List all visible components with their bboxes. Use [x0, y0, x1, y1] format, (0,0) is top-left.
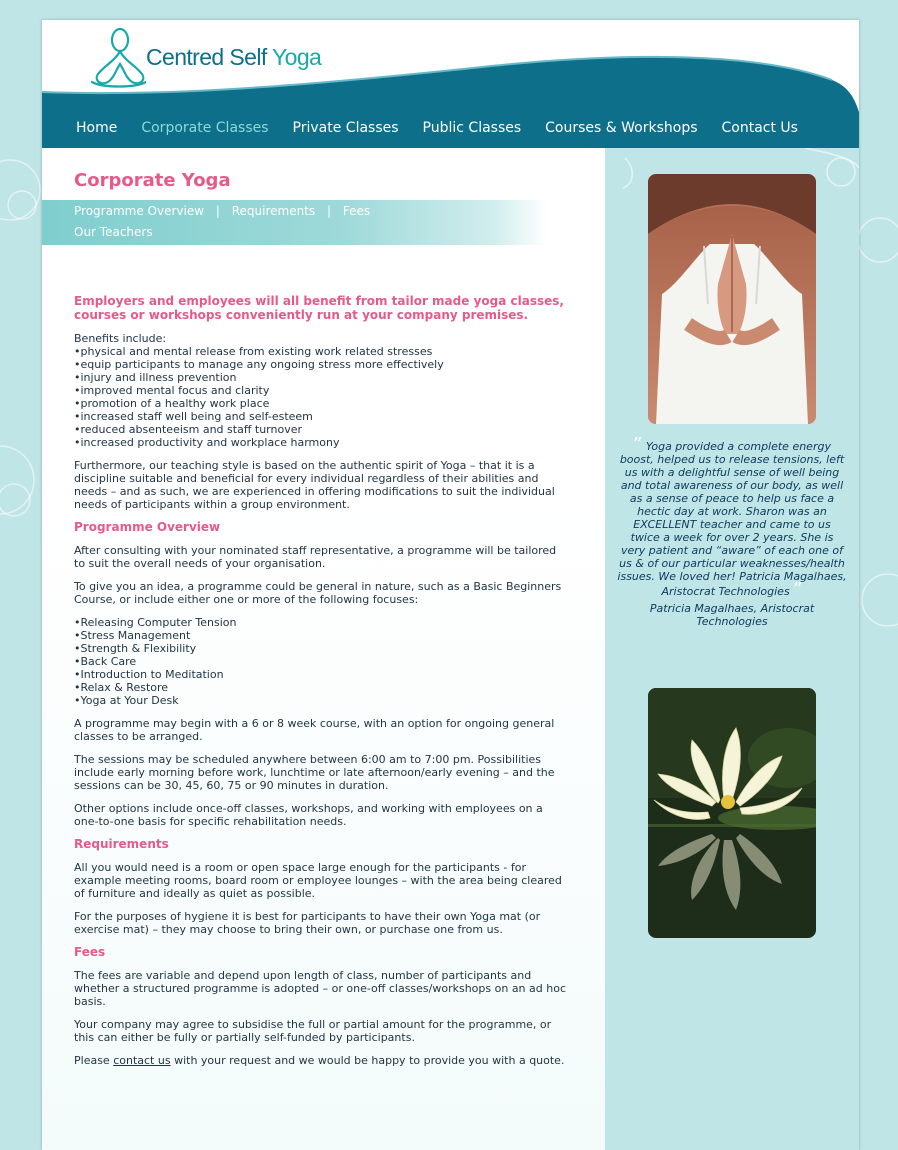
- sidebar: [605, 148, 859, 1150]
- list-item: • Yoga at Your Desk: [74, 694, 566, 707]
- fees-paragraph: The fees are variable and depend upon length of class, number of participants and whether a structured programme is adopted – or one-off classes/workshops on an ad hoc basis.: [74, 969, 566, 1008]
- list-item: • increased staff well being and self-esteem: [74, 410, 566, 423]
- overview-paragraph: A programme may begin with a 6 or 8 week course, with an option for ongoing general classes to be arranged.: [74, 717, 555, 743]
- list-item: • reduced absenteeism and staff turnover: [74, 423, 566, 436]
- list-item: • improved mental focus and clarity: [74, 384, 566, 397]
- quote-open-mark: ”: [633, 434, 643, 455]
- nav-item-contact-us[interactable]: Contact Us: [721, 120, 798, 136]
- requirements-heading: Requirements: [74, 837, 169, 851]
- list-item: • equip participants to manage any ongoing stress more effectively: [74, 358, 566, 371]
- list-item: • Stress Management: [74, 629, 566, 642]
- benefits-list: [74, 345, 566, 449]
- logo-wordmark[interactable]: [146, 44, 321, 71]
- subnav-item-fees[interactable]: Fees: [342, 204, 371, 218]
- water-lily-image: [648, 688, 816, 938]
- lead-paragraph: Employers and employees will all benefit from tailor made yoga classes, courses or workshops conveniently run at your company premises.: [74, 294, 564, 322]
- benefits-intro: Benefits include:: [74, 332, 167, 345]
- list-item: • injury and illness prevention: [74, 371, 566, 384]
- list-item: • Back Care: [74, 655, 566, 668]
- main-content-column: [42, 148, 605, 1150]
- subnav-item-programme-overview[interactable]: Programme Overview: [74, 204, 205, 218]
- subnav-item-our-teachers[interactable]: Our Teachers: [74, 225, 153, 239]
- testimonial: [617, 434, 847, 628]
- list-item: • Relax & Restore: [74, 681, 566, 694]
- contact-us-link[interactable]: contact us: [113, 1054, 171, 1067]
- logo-icon: [86, 26, 146, 88]
- programme-overview-heading: Programme Overview: [74, 520, 221, 534]
- list-item: • Releasing Computer Tension: [74, 616, 566, 629]
- testimonial-author: Patricia Magalhaes, Aristocrat Technologies: [649, 602, 815, 628]
- list-item: • increased productivity and workplace harmony: [74, 436, 566, 449]
- page-container: [42, 20, 859, 1150]
- list-item: • Introduction to Meditation: [74, 668, 566, 681]
- nav-item-public-classes[interactable]: Public Classes: [422, 120, 522, 136]
- list-item: • Strength & Flexibility: [74, 642, 566, 655]
- fees-contact-paragraph: Please contact us with your request and we would be happy to provide you with a quote.: [74, 1054, 565, 1067]
- main-nav: [64, 120, 810, 136]
- yoga-prayer-pose-image: [648, 174, 816, 424]
- subnav-separator: |: [215, 204, 220, 218]
- teaching-style-paragraph: Furthermore, our teaching style is based on the authentic spirit of Yoga – that it is a discipline suitable and beneficial for every individual regardless of their abilities and needs – and as such, we are experienced in offering modifications to suit the individual needs of participants within a group environment.: [74, 459, 555, 511]
- testimonial-text: Yoga provided a complete energy boost, helped us to release tensions, left us with a delightful sense of well being and total awareness of our body, as well as a sense of peace to help us face a hectic day at work. Sharon was an EXCELLENT teacher and came to us twice a week for over 2 years. She is very patient and “aware” of each one of us & of our particular weaknesses/health issues. We loved her! Patricia Magalhaes, Aristocrat Technologies: [617, 440, 847, 598]
- quote-close-mark: ”: [793, 579, 803, 600]
- requirements-paragraph: All you would need is a room or open space large enough for the participants - for example meeting rooms, board room or employee lounges – with the area being cleared of furniture and ideally as quiet as possible.: [74, 861, 562, 900]
- subnav-item-requirements[interactable]: Requirements: [231, 204, 316, 218]
- logo-name-part2: Yoga: [272, 44, 322, 70]
- overview-paragraph: Other options include once-off classes, workshops, and working with employees on a one-to-one basis for specific rehabilitation needs.: [74, 802, 543, 828]
- logo-name-part1: Centred Self: [146, 44, 267, 70]
- overview-paragraph: The sessions may be scheduled anywhere between 6:00 am to 7:00 pm. Possibilities include early morning before work, lunchtime or late afternoon/early evening – and the sessions can be 30, 45, 60, 75 or 90 minutes in duration.: [74, 753, 555, 792]
- list-item: • physical and mental release from existing work related stresses: [74, 345, 566, 358]
- overview-paragraph: To give you an idea, a programme could be general in nature, such as a Basic Beginners Course, or include either one or more of the following focuses:: [74, 580, 562, 606]
- nav-item-home[interactable]: Home: [76, 120, 118, 136]
- nav-item-courses-workshops[interactable]: Courses & Workshops: [545, 120, 698, 136]
- page-title: Corporate Yoga: [74, 170, 231, 191]
- nav-item-corporate-classes[interactable]: Corporate Classes: [141, 120, 269, 136]
- fees-paragraph: Your company may agree to subsidise the full or partial amount for the programme, or this can either be fully or partially self-funded by participants.: [74, 1018, 552, 1044]
- article-body: [74, 294, 566, 1077]
- section-subnav: [42, 200, 547, 245]
- nav-item-private-classes[interactable]: Private Classes: [292, 120, 399, 136]
- focuses-list: [74, 616, 566, 707]
- list-item: • promotion of a healthy work place: [74, 397, 566, 410]
- subnav-separator: |: [326, 204, 332, 218]
- overview-paragraph: After consulting with your nominated staff representative, a programme will be tailored to suit the overall needs of your organisation.: [74, 544, 557, 570]
- requirements-paragraph: For the purposes of hygiene it is best for participants to have their own Yoga mat (or exercise mat) – they may choose to bring their own, or purchase one from us.: [74, 910, 541, 936]
- site-header: [42, 20, 859, 148]
- fees-heading: Fees: [74, 945, 106, 959]
